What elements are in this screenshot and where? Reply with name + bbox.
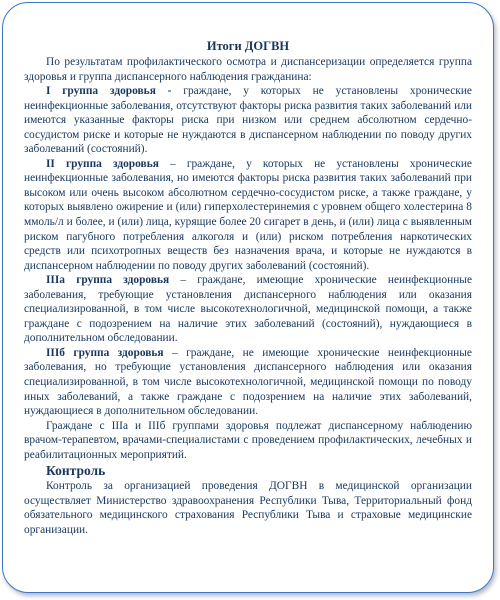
group-3b-paragraph xyxy=(24,346,472,419)
control-paragraph: Контроль за организацией проведения ДОГВН в медицинской организации осуществляет Министерство здравоохранения Республики Тыва, Территориальный фонд обязательного медицинского страхования Республики Тыва и страховые медицинские организации. xyxy=(24,480,472,536)
group-2-text: – граждане, у которых не установлены хронические неинфекционные заболевания, но имеются факторы риска развития таких заболеваний при высоком или очень высоком абсолютном сердечно-сосудистом риске, а также граждане, у которых выявлено ожирение и (или) гиперхолестеринемия с уровнем общего холестерина 8 ммоль/л и более, и (или) лица, курящие более 20 сигарет в день, и (или) лица с выявленным риском пагубного потребления алкоголя и (или) риском потребления наркотических средств или психотропных веществ без назначения врача, и которые не нуждаются в диспансерном наблюдении по поводу других заболеваний (состояний). xyxy=(24,157,472,272)
group-1-text: граждане, у которых не установлены хронические неинфекционные заболевания, отсутствуют факторы риска развития таких заболеваний или имеются указанные факторы риска при низком или среднем абсолютном сердечно-сосудистом риске и которые не нуждаются в диспансерном наблюдении по поводу других заболеваний (состояний). xyxy=(24,85,472,156)
group-3b-text: – граждане, не имеющие хронические неинфекционные заболевания, но требующие установления диспансерного наблюдения или оказания специализированной, в том числе высокотехнологичной, медицинской помощи по поводу иных заболеваний, а также граждане с подозрением на наличие этих заболеваний, нуждающиеся в дополнительном обследовании. xyxy=(24,346,472,418)
group-3b-label: IIIб группа здоровья xyxy=(46,346,164,359)
control-heading: Контроль xyxy=(46,463,106,479)
followup-paragraph: Граждане с IIIа и IIIб группами здоровья подлежат диспансерному наблюдению врачом-терапевтом, врачами-специалистами с проведением профилактических, лечебных и реабилитационных мероприятий. xyxy=(24,419,472,461)
page-title: Итоги ДОГВН xyxy=(206,39,290,53)
group-3a-text: – граждане, имеющие хронические неинфекционные заболевания, требующие установления диспансерного наблюдения или оказания специализированной, в том числе высокотехнологичной, медицинской помощи, а также граждане с подозрением на наличие этих заболеваний (состояний), нуждающиеся в дополнительном обследовании. xyxy=(24,274,472,345)
group-2-label: II группа здоровья xyxy=(46,157,159,170)
group-2-paragraph xyxy=(24,157,472,273)
group-3a-label: IIIа группа здоровья xyxy=(46,274,170,287)
intro-paragraph: По результатам профилактического осмотра и диспансеризации определяется группа здоровья и группа диспансерного наблюдения гражданина: xyxy=(24,56,472,83)
info-card xyxy=(2,2,494,593)
group-3a-paragraph xyxy=(24,273,472,346)
group-1-label: I группа здоровья - xyxy=(46,85,172,98)
group-1-paragraph xyxy=(24,84,472,157)
